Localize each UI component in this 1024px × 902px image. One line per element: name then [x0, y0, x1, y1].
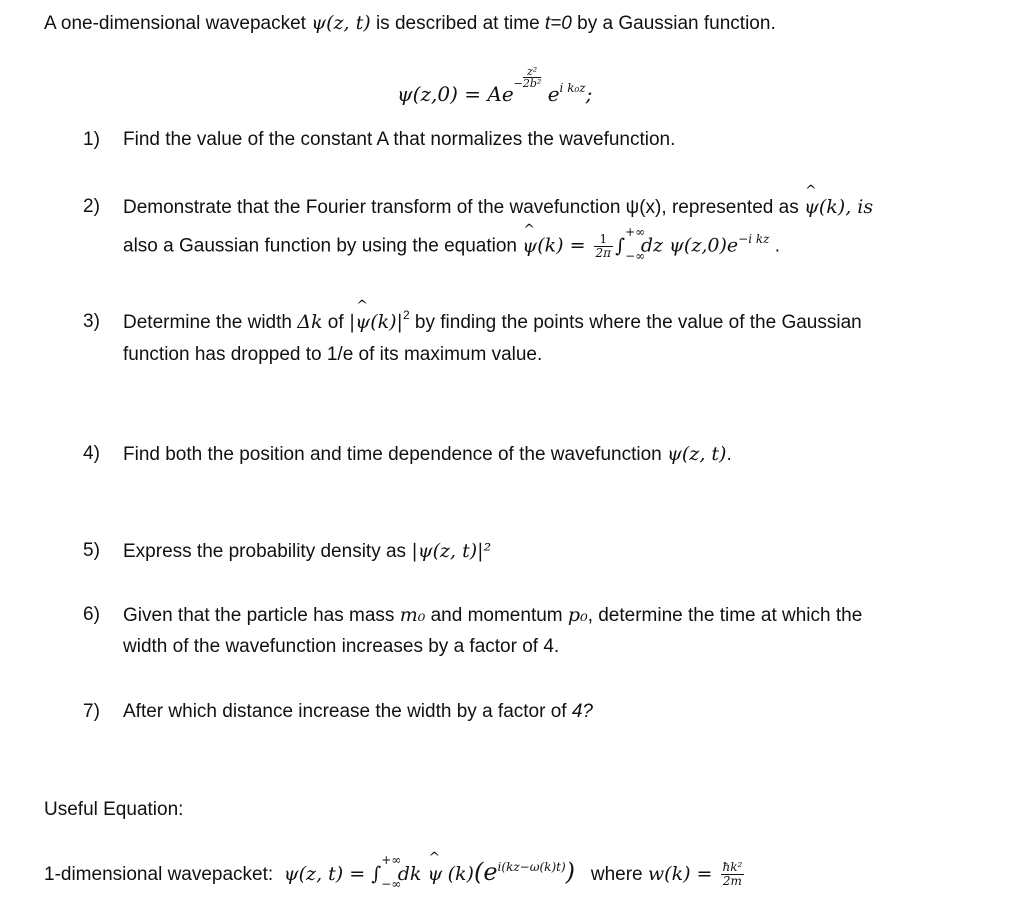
q2-exp: −i kz [738, 231, 770, 246]
psi-hat: ^ ψ [355, 311, 370, 333]
psi-hat: ^ ψ [804, 196, 819, 218]
q2-line1b: (k), is [818, 196, 874, 218]
question-text: function has dropped to 1/e of its maximum value. [123, 344, 543, 365]
useful-where: where [590, 864, 648, 885]
q3-line1b: of [322, 312, 349, 333]
psi-zt: ψ(z, t) [311, 12, 371, 34]
fraction [594, 233, 614, 260]
question-number: 3) [83, 311, 100, 332]
useful-wk: w(k) = [647, 863, 719, 885]
useful-title: Useful Equation: [44, 799, 184, 820]
useful-equation [44, 853, 746, 891]
psi-hat: ^ ψ [427, 863, 442, 885]
question-number: 1) [83, 129, 100, 150]
delta-k: Δk [297, 311, 323, 333]
question-number: 6) [83, 604, 100, 625]
integral-upper: +∞ [381, 853, 402, 867]
q2-line2a: also a Gaussian function by using the equation [123, 235, 523, 257]
useful-eq-lhs: ψ(z, t) = [283, 863, 372, 885]
integral-lower: −∞ [625, 248, 646, 263]
main-eq-tail-exp: i k₀z [559, 81, 586, 95]
q6-line1b: and momentum [425, 605, 568, 626]
useful-paren-open: (e [473, 858, 498, 886]
question-number: 7) [83, 701, 100, 722]
q2-line1a: Demonstrate that the Fourier transform of the wavefunction ψ(x), represented as [123, 197, 804, 218]
q7-four: 4? [571, 701, 593, 722]
time-label: t=0 [544, 13, 572, 34]
main-eq-end: ; [585, 82, 593, 106]
question-text [123, 701, 593, 723]
question-text [123, 196, 873, 219]
frac-num: ħk² [722, 860, 743, 875]
q5-text: Express the probability density as [123, 541, 412, 562]
intro-text-mid: is described at time [370, 13, 545, 34]
q6-line1a: Given that the particle has mass [123, 605, 400, 626]
question-text [123, 224, 781, 263]
frac-den: 2π [595, 246, 612, 260]
main-eq-exponent: − $\frac{\text{z²}}{\text{2b²}}$ [513, 65, 542, 90]
psi-hat: ^ ψ [522, 235, 537, 257]
question-number: 5) [83, 540, 100, 561]
abs-bar: | [396, 311, 403, 333]
exp-den: 2b² [522, 77, 542, 90]
intro-text: A one-dimensional wavepacket [44, 13, 312, 34]
q2-line2c: dz ψ(z,0)e [640, 234, 739, 257]
useful-paren-close: ) [565, 858, 576, 886]
fraction [721, 861, 745, 888]
useful-exp: i(kz−ω(k)t) [497, 860, 566, 874]
useful-k: (k) [447, 863, 474, 885]
q2-end: . [769, 235, 781, 257]
q3-line1c: by finding the points where the value of the Gaussian [409, 312, 862, 333]
frac-num: 1 [594, 233, 614, 247]
integral-lower: −∞ [381, 877, 402, 891]
q4-end: . [726, 444, 732, 465]
question-text [123, 604, 862, 627]
abs-bar: | [348, 311, 356, 333]
useful-label: 1-dimensional wavepacket: [44, 864, 274, 885]
question-text [123, 540, 491, 563]
question-number: 2) [83, 196, 100, 217]
useful-dk: dk [391, 863, 428, 885]
question-number: 4) [83, 443, 100, 464]
integral: ∫ +∞ −∞ [615, 224, 646, 263]
mass-symbol: m₀ [399, 604, 426, 626]
probability-density: |ψ(z, t)|² [411, 540, 492, 562]
question-text: Find the value of the constant A that normalizes the wavefunction. [123, 129, 676, 150]
q3-absk: (k) [370, 311, 397, 333]
main-eq-lhs: ψ(z,0) = Ae [397, 82, 514, 106]
integral-upper: +∞ [625, 224, 646, 239]
integral: ∫ +∞ −∞ [371, 853, 402, 891]
question-text: width of the wavefunction increases by a factor of 4. [123, 636, 560, 657]
intro-text-after: by a Gaussian function. [571, 13, 776, 34]
question-text [123, 443, 732, 466]
q6-line1c: , determine the time at which the [587, 605, 863, 626]
square-exp: 2 [402, 308, 410, 322]
q2-line2b: (k) = [537, 234, 592, 257]
exp-num: z² [523, 66, 541, 78]
q4-text: Find both the position and time dependence of the wavefunction [123, 444, 667, 465]
momentum-symbol: p₀ [567, 604, 588, 626]
main-equation [397, 65, 593, 106]
question-text [123, 308, 862, 334]
intro-line [44, 12, 776, 35]
frac-den: 2m [722, 874, 742, 889]
q3-line1a: Determine the width [123, 312, 298, 333]
q7-text: After which distance increase the width by a factor of [123, 701, 572, 722]
psi-zt: ψ(z, t) [667, 443, 727, 465]
main-eq-tail: e [541, 82, 560, 106]
